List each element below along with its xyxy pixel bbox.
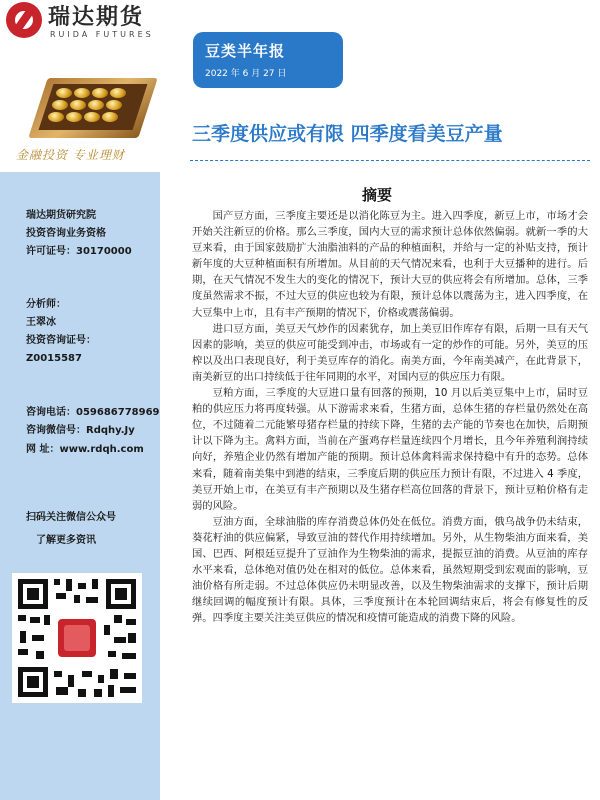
paragraph-domestic-soybean: 国产豆方面，三季度主要还是以消化陈豆为主。进入四季度，新豆上市，市场才会开始关注新豆的价格。那么三季度，国内大豆的需求预计总体依然偏弱。就新一季的大豆来看，由于国家鼓励扩大油脂油料的产品的种植面积，并给与一定的补贴支持，预计新年度的大豆种植面积有所增加。从目前的天气情况来看，也利于大豆播种的进行。后期，在天气情况不发生大的变化的情况下，预计大豆的供应将会有所增加。总体，三季度虽然需求不振，不过大豆的供应也较为有限，预计总体以震荡为主，进入四季度，在大豆集中上市，且有丰产预期的情况下，价格或震荡偏弱。 (192, 210, 588, 319)
license-number: 许可证号：30170000 (26, 246, 132, 257)
paragraph-soybean-meal: 豆粕方面，三季度的大豆进口量有回落的预期，10 月以后美豆集中上市，届时豆粕的供应压力将再度转强。从下游需求来看，生猪方面，总体生猪的存栏量仍然处在高位，不过随着二元能繁母猪存栏量的持续下降，生猪的去产能的节奏也在加快，后期预计以下降为主。禽料方面，当前在产蛋鸡存栏量连续四个月增长，且今年养殖利润持续向好，养殖企业仍然有增加产能的预期。预计总体禽料需求保持稳中有升的态势。总体来看，随着南美集中到港的结束，三季度后期的供应压力预计有限，不过进入 4 季度，美豆开始上市，在美豆有丰产预期以及生猪存栏高位回落的背景下，预计豆粕价格有走弱的风险。 (192, 387, 588, 512)
ruida-logo-icon (6, 2, 42, 38)
qr-code-icon (14, 575, 140, 701)
cert-label: 投资咨询证号： (26, 335, 96, 346)
paragraph-imported-soybean: 进口豆方面，美豆天气炒作的因素犹存，加上美豆旧作库存有限，后期一旦有天气因素的影响，美豆的供应可能受到冲击，市场或有一定的炒作的可能。另外，美豆的压榨以及出口表现良好，利于美豆库存的消化。南美方面，今年南美减产，在此背景下，南美新豆的出口持续低于往年同期的水平，对国内豆的供应压力有限。 (192, 322, 588, 383)
report-type: 豆类半年报 (205, 42, 286, 60)
report-type-banner (193, 32, 343, 88)
slogan: 金融投资 专业理财 (16, 148, 125, 162)
more-info: 了解更多资讯 (36, 535, 96, 546)
brand-name-cn: 瑞达期货 (48, 5, 145, 30)
title-divider (190, 160, 590, 161)
scan-tip: 扫码关注微信公众号 (26, 512, 116, 523)
contact-wechat: 咨询微信号：Rdqhy.Jy (26, 425, 135, 436)
brand-name-en: RUIDA FUTURES (50, 30, 154, 39)
analyst-label: 分析师： (26, 299, 66, 310)
report-title: 三季度供应或有限 四季度看美豆产量 (192, 123, 503, 145)
contact-phone: 咨询电话：059686778969 (26, 407, 160, 418)
contact-website: 网 址：www.rdqh.com (26, 444, 144, 455)
cert-number: Z0015587 (26, 353, 82, 364)
logo (0, 0, 160, 62)
abstract-body (192, 208, 588, 626)
analyst-name: 王翠冰 (26, 317, 56, 328)
institute-name: 瑞达期货研究院 (26, 210, 96, 221)
report-date: 2022 年 6 月 27 日 (205, 69, 287, 79)
left-sidebar (0, 0, 160, 800)
abstract-heading: 摘要 (362, 186, 393, 204)
qualification: 投资咨询业务资格 (26, 228, 106, 239)
paragraph-soybean-oil: 豆油方面，全球油脂的库存消费总体仍处在低位。消费方面，俄乌战争仍未结束，葵花籽油的供应偏紧，导致豆油的替代作用持续增加。另外，从生物柴油方面来看，美国、巴西、阿根廷豆提升了豆油作为生物柴油的需求，提振豆油的消费。从豆油的库存水平来看，总体绝对值仍处在相对的低位。总体来看，虽然短期受到宏观面的影响，豆油价格有所走弱。不过总体供应仍未明显改善，以及生物柴油需求的支撑下，预计后期继续回调的幅度预计有限。具体，三季度预计在本轮回调结束后，将会有修复性的反弹。四季度主要关注美豆供应的情况和疫情可能造成的消费下降的风险。 (192, 515, 588, 625)
wechat-qr-code (12, 573, 142, 703)
